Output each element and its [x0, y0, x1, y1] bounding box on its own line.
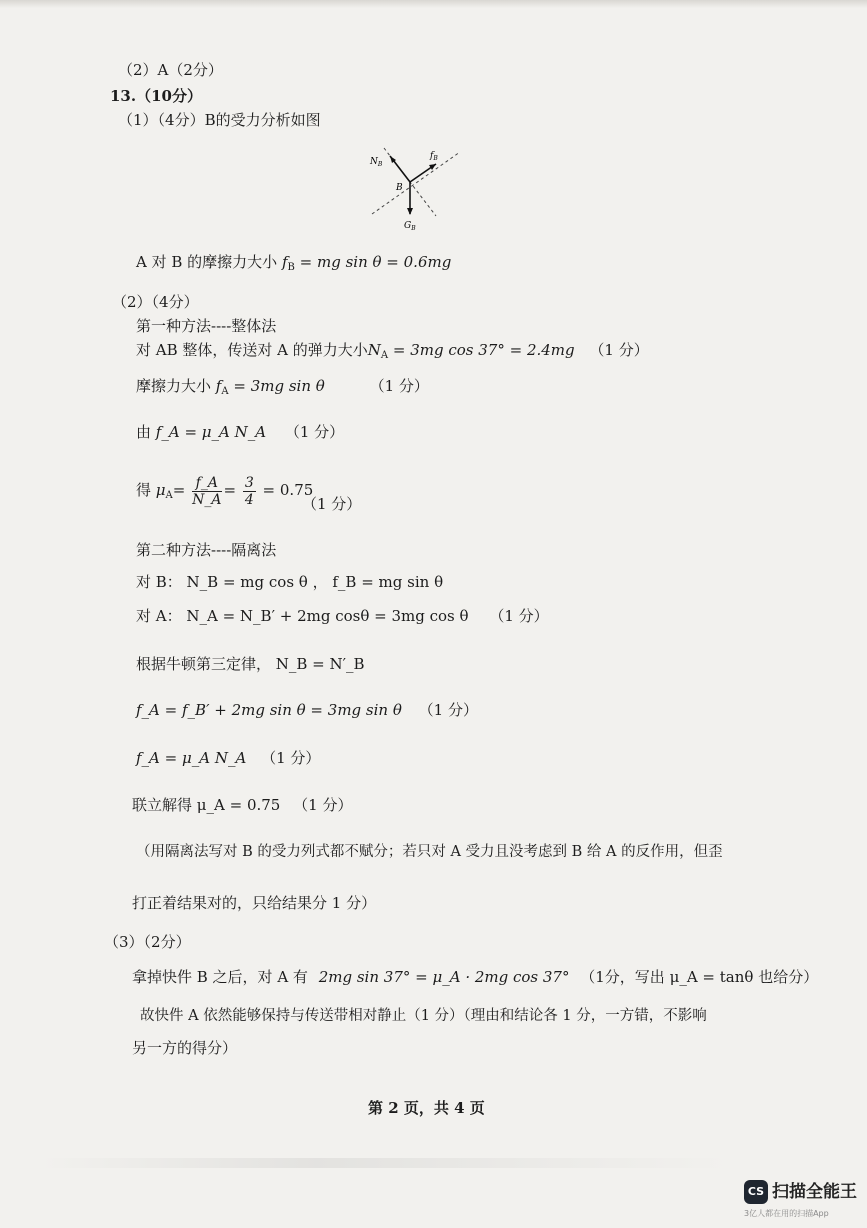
method2-line2: 对 A： N_A = N_B′ + 2mg cosθ = 3mg cos θ （1 分）	[136, 607, 549, 625]
friction-result: A 对 B 的摩擦力大小 $f_B$ = mg sin θ = 0.6mg	[136, 253, 452, 273]
fraction-3-4: $\frac{3}{4}$	[244, 474, 254, 508]
method2-line1: 对 B： N_B = mg cos θ ， f_B = mg sin θ	[136, 573, 444, 591]
camscanner-name: 扫描全能王	[772, 1182, 857, 1202]
method2-line6: 联立解得 μ_A = 0.75 （1 分）	[132, 796, 353, 814]
method1-line4: 得 $\mu_A=$ $\frac{f\_A}{N\_A}$ = $\frac{3}{4}$ = 0.75	[136, 474, 314, 508]
camscanner-watermark	[744, 1177, 859, 1223]
q13-part3-header: （3）（2分）	[104, 933, 191, 951]
note-line1: （用隔离法写对 B 的受力列式都不赋分；若只对 A 受力且没考虑到 B 给 A 的反作用，但歪	[136, 844, 723, 860]
method2-line4: f_A = f_B′ + 2mg sin θ = 3mg sin θ （1 分）	[136, 701, 478, 719]
part3-line3: 另一方的得分）	[132, 1039, 238, 1057]
answer-q12-part2: （2）A（2分）	[118, 61, 223, 79]
method1-line2: 摩擦力大小 $f_A = 3mg$ sin θ （1 分）	[136, 377, 429, 397]
fraction-fa-na: $\frac{f\_A}{N\_A}$	[192, 474, 222, 508]
camscanner-icon: CS	[744, 1180, 768, 1204]
method2-title: 第二种方法----隔离法	[136, 541, 277, 559]
incline-dashed-line	[372, 152, 460, 214]
label-b: B	[396, 183, 403, 193]
label-fb: $f_B$	[430, 151, 438, 162]
label-nb: $N_B$	[370, 157, 383, 168]
force-diagram	[362, 138, 472, 234]
method1-line4-score: （1 分）	[302, 495, 362, 513]
method1-title: 第一种方法----整体法	[136, 317, 277, 335]
scan-artifact	[40, 1158, 730, 1168]
label-gb: $G_B$	[404, 221, 416, 232]
method1-line3: 由 f_A = μ_A N_A （1 分）	[136, 423, 345, 441]
scan-edge	[0, 0, 867, 8]
method1-line1: 对 AB 整体，传送对 A 的弹力大小$N_A = 3mg$ cos 37° = 2.4mg （1 分）	[136, 341, 649, 361]
part3-line1: 拿掉快件 B 之后，对 A 有 2mg sin 37° = μ_A · 2mg cos 37° （1分，写出 μ_A = tanθ 也给分）	[132, 968, 819, 986]
camscanner-tagline: 3亿人都在用的扫描App	[744, 1209, 829, 1218]
page-footer: 第 2 页，共 4 页	[368, 1099, 485, 1117]
q13-part2-header: （2）（4分）	[112, 293, 199, 311]
q13-part1-header: （1）（4分）B的受力分析如图	[118, 111, 321, 129]
method2-line5: f_A = μ_A N_A （1 分）	[136, 749, 321, 767]
part3-line2: 故快件 A 依然能够保持与传送带相对静止（1 分）（理由和结论各 1 分，一方错，不影响	[140, 1008, 707, 1024]
method2-line3: 根据牛顿第三定律， N_B = N′_B	[136, 655, 365, 673]
note-line2: 打正着结果对的，只给结果分 1 分）	[132, 894, 377, 912]
question-13-header: 13.（10分）	[110, 87, 202, 105]
